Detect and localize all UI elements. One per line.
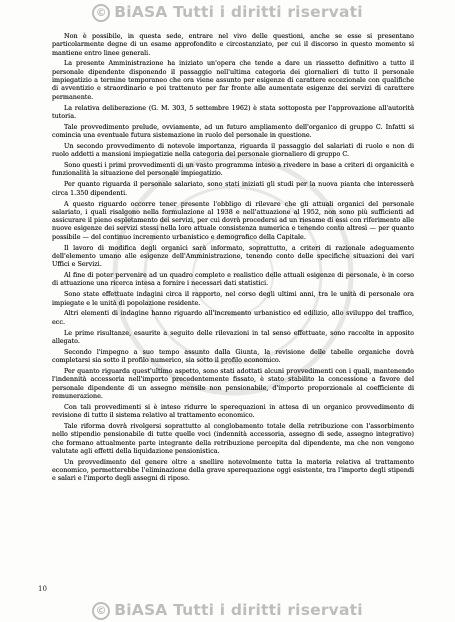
paragraph: Secondo l'impegno a suo tempo assunto dalla Giunta, la revisione delle tabelle organiche dovrà completarsi sia sotto il profilo numerico, sia sotto il profilo economico.: [52, 347, 414, 365]
paragraph: Al fine di poter pervenire ad un quadro completo e realistico delle attuali esigenze di personale, è in corso di attuazione una ricerca intesa a fornire i necessari dati statistici.: [52, 271, 414, 288]
paragraph: Con tali provvedimenti si è inteso ridurre le sperequazioni in attesa di un organico provvedimento di revisione di tutto il sistema relativo al trattamento economico.: [52, 402, 414, 420]
paragraph: Un provvedimento del genere oltre a snellire notevolmente tutta la materia relativa al trattamento economico, permetterebbe l'eliminazione della grave sperequazione oggi esistente, tra l'importo degli stipendi e salari e l'importo degli assegni di riposo.: [52, 457, 414, 483]
paragraph: Per quanto riguarda quest'ultimo aspetto, sono stati adottati alcuni provvedimenti con i quali, mantenendo l'indennità accessoria nell'importo precedentemente fissato, è stato stabilito la concessione a favore del personale dipendente di un assegno mensile non pensionabile, d'importo proporzionale al coefficiente di remunerazione.: [52, 367, 414, 400]
watermark-top: [0, 3, 455, 22]
watermark-bottom-text: BiASA Tutti i diritti riservati: [114, 601, 363, 619]
paragraph: Il lavoro di modifica degli organici sarà informato, soprattutto, a criteri di razionale adeguamento dell'elemento umano alle esigenze dell'Amministrazione, tenendo conto delle specifiche situazioni dei vari Uffici e Servizi.: [52, 243, 414, 269]
paragraph: Un secondo provvedimento di notevole importanza, riguarda il passaggio del salariati di ruolo e non di ruolo addetti a mansioni impiegatizie nella categoria del personale giornaliero di gruppo C.: [52, 141, 414, 159]
paragraph: Per quanto riguarda il personale salariato, sono stati iniziati gli studi per la nuova pianta che interesserà circa 1.350 dipendenti.: [52, 180, 414, 197]
paragraph: Tale riforma dovrà rivolgersi soprattutto al conglobamento totale della retribuzione con l'assorbimento nello stipendio pensionabile di tutte quelle voci (indennità accessoria, assegno di sede, assegno integrativo) che formano attualmente parte integrante della retribuzione percepita dal dipendente, ma che non vengono valutate agli effetti della liquidazione pensionistica.: [52, 421, 414, 455]
paragraph: Non è possibile, in questa sede, entrare nel vivo delle questioni, anche se esse si presentano particolarmente degne di un esame approfondito e circostanziato, per cui il discorso in questo momento si mantiene entro linee generali.: [52, 32, 414, 57]
copyright-icon: ©: [92, 602, 110, 620]
paragraph: Altri elementi di indagine hanno riguardo all'incremento urbanistico ed edilizio, allo sviluppo del traffico, ecc.: [52, 309, 414, 326]
paragraph: La relativa deliberazione (G. M. 303, 5 settembre 1962) è stata sottoposta per l'approvazione all'autorità tutoria.: [52, 103, 414, 120]
paragraph: Le prime risultanze, esaurite a seguito delle rilevazioni in tal senso effettuate, sono raccolte in apposito allegato.: [52, 328, 414, 345]
document-body: [52, 32, 414, 485]
paragraph: Sono questi i primi provvedimenti di un vasto programma inteso a rivedere in base a criteri di organicità e funzionalità la situazione del personale impiegatizio.: [52, 161, 414, 178]
paragraph: Tale provvedimento prelude, ovviamente, ad un futuro ampliamento dell'organico di gruppo C. Infatti si comincia una eventuale futura sistemazione in ruolo del personale in questione.: [52, 122, 414, 140]
page-number: 10: [38, 585, 47, 593]
paragraph: Sono state effettuate indagini circa il rapporto, nel corso degli ultimi anni, tra le unità di personale ora impiegate e le unità di popolazione residente.: [52, 290, 414, 307]
watermark-top-text: BiASA Tutti i diritti riservati: [114, 3, 363, 21]
paragraph: La presente Amministrazione ha iniziato un'opera che tende a dare un riassetto definitivo a tutto il personale dipendente disponendo il passaggio nell'ultima categoria dei giornalieri di tutto il personale impiegatizio a termine temporaneo che ora viene assunto per esigenze di carattere eccezionale con qualifiche di avventizio e straordinario e poi trattenuto per far fronte alle aumentate esigenze dei servizi di carattere permanente.: [52, 59, 414, 101]
watermark-bottom: [0, 601, 455, 620]
paragraph: A questo riguardo occorre tener presente l'obbligo di rilevare che gli attuali organici del personale salariato, i quali risalgono nella formulazione al 1938 e nell'attuazione al 1952, non sono più sufficienti ad assicurare il pieno espletamento dei servizi, per cui dovrà procedersi ad un riesame di essi con riferimento alle nuove esigenze dei servizi stessi nella loro attuale consistenza numerica e tenendo conto altresì — per quanto possibile — del continuo incremento urbanistico e demografico della Capitale.: [52, 199, 414, 241]
copyright-icon: ©: [92, 4, 110, 22]
